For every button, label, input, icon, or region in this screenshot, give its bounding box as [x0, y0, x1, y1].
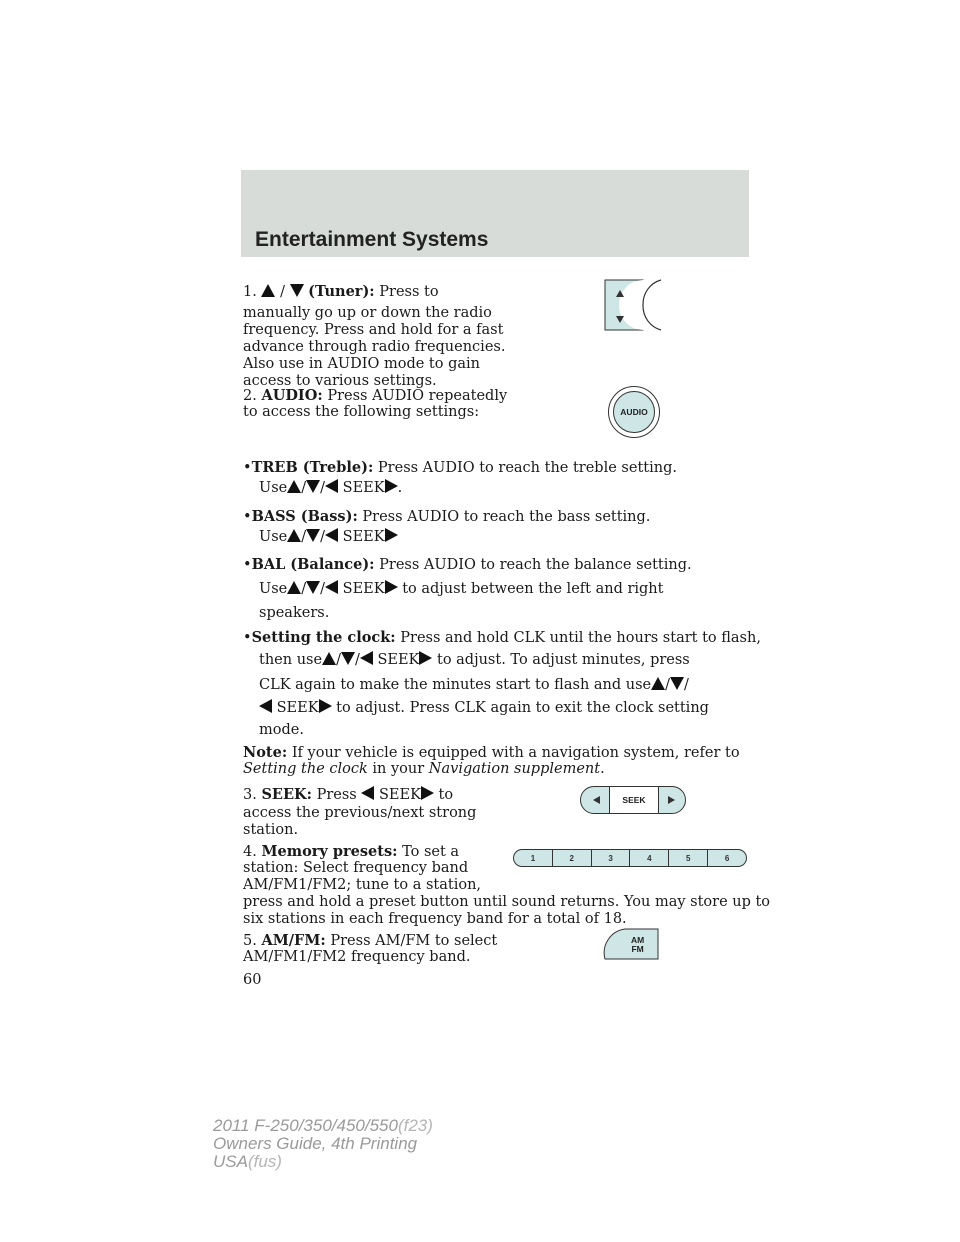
- up-icon: [287, 529, 301, 542]
- presets-line5: six stations in each frequency band for a total of 18.: [243, 911, 627, 927]
- down-icon: [306, 581, 320, 594]
- presets-line3: AM/FM1/FM2; tune to a station,: [243, 877, 482, 893]
- seek-button-label: SEEK: [622, 795, 646, 805]
- footer: 2011 F-250/350/450/550(f23) Owners Guide, 4th Printing USA(fus): [213, 1116, 433, 1171]
- seek-left-icon: [259, 699, 272, 713]
- seek-right-icon: [385, 528, 398, 542]
- up-icon: [287, 581, 301, 594]
- audio-heading: 2. AUDIO: Press AUDIO repeatedly: [243, 387, 508, 404]
- preset-button-1: 1: [530, 853, 536, 863]
- seek-right-icon: [419, 651, 432, 665]
- treb-line1: •TREB (Treble): Press AUDIO to reach the treble setting.: [243, 459, 677, 476]
- down-icon: [306, 480, 320, 493]
- seek-left-icon: [325, 580, 338, 594]
- tuner-line3: frequency. Press and hold for a fast: [243, 322, 504, 338]
- bal-line2: Use / / SEEK to adjust between the left and right: [259, 581, 664, 597]
- tuner-line6: access to various settings.: [243, 373, 437, 389]
- page-number: 60: [243, 972, 262, 988]
- tuner-line4: advance through radio frequencies.: [243, 339, 506, 355]
- seek-right-icon: [421, 786, 434, 800]
- audio-button-label: AUDIO: [620, 407, 648, 417]
- bass-line1: •BASS (Bass): Press AUDIO to reach the bass setting.: [243, 508, 651, 525]
- up-icon: [287, 480, 301, 493]
- seek-graphic-right-icon: [667, 796, 675, 804]
- amfm-heading: 5. AM/FM: Press AM/FM to select: [243, 932, 498, 949]
- clock-line5: mode.: [259, 722, 304, 738]
- tune-down-icon: [290, 284, 304, 297]
- clock-line4: SEEK to adjust. Press CLK again to exit the clock setting: [259, 699, 709, 717]
- bal-line1: •BAL (Balance): Press AUDIO to reach the balance setting.: [243, 556, 692, 573]
- seek-left-icon: [360, 651, 373, 665]
- presets-heading: 4. Memory presets: To set a: [243, 843, 460, 860]
- audio-line2: to access the following settings:: [243, 404, 480, 420]
- amfm-line2: AM/FM1/FM2 frequency band.: [243, 949, 471, 965]
- up-icon: [322, 652, 336, 665]
- audio-button-graphic: [608, 386, 660, 438]
- tuner-heading: 1. / (Tuner): Press to: [243, 283, 439, 300]
- tuner-line5: Also use in AUDIO mode to gain: [243, 356, 481, 372]
- seek-heading: 3. SEEK: Press SEEK to: [243, 786, 454, 803]
- seek-right-icon: [385, 479, 398, 493]
- presets-line4: press and hold a preset button until sound returns. You may store up to: [243, 894, 771, 910]
- preset-button-4: 4: [629, 850, 668, 866]
- down-icon: [341, 652, 355, 665]
- seek-line2: access the previous/next strong: [243, 805, 477, 821]
- preset-button-5: 5: [668, 850, 707, 866]
- seek-line3: station.: [243, 822, 299, 838]
- down-icon: [306, 529, 320, 542]
- clock-line3: CLK again to make the minutes start to flash and use / /: [259, 677, 689, 693]
- preset-button-2: 2: [552, 850, 591, 866]
- bal-line3: speakers.: [259, 605, 330, 621]
- seek-left-icon: [325, 479, 338, 493]
- seek-right-icon: [319, 699, 332, 713]
- tuner-control-graphic: [603, 278, 663, 334]
- preset-button-3: 3: [591, 850, 630, 866]
- preset-button-6: 6: [707, 850, 746, 866]
- note-line2: Setting the clock in your Navigation supplement.: [243, 761, 605, 777]
- bass-line2: Use / / SEEK: [259, 528, 398, 546]
- tune-up-icon: [261, 284, 275, 297]
- down-icon: [670, 677, 684, 690]
- tuner-line2: manually go up or down the radio: [243, 305, 492, 321]
- seek-right-icon: [385, 580, 398, 594]
- amfm-button-label: AM FM: [631, 935, 645, 954]
- seek-graphic-left-icon: [593, 796, 601, 804]
- preset-buttons-graphic: [513, 849, 747, 867]
- treb-line2: Use / / SEEK .: [259, 480, 403, 496]
- section-title: Entertainment Systems: [255, 228, 489, 251]
- presets-line2: station: Select frequency band: [243, 860, 469, 876]
- clock-line2: then use / / SEEK to adjust. To adjust minutes, press: [259, 652, 690, 668]
- up-icon: [651, 677, 665, 690]
- clock-line1: •Setting the clock: Press and hold CLK until the hours start to flash,: [243, 629, 761, 646]
- seek-button-graphic: [580, 786, 686, 814]
- seek-left-icon: [361, 786, 374, 800]
- seek-left-icon: [325, 528, 338, 542]
- note-line1: Note: If your vehicle is equipped with a navigation system, refer to: [243, 744, 740, 761]
